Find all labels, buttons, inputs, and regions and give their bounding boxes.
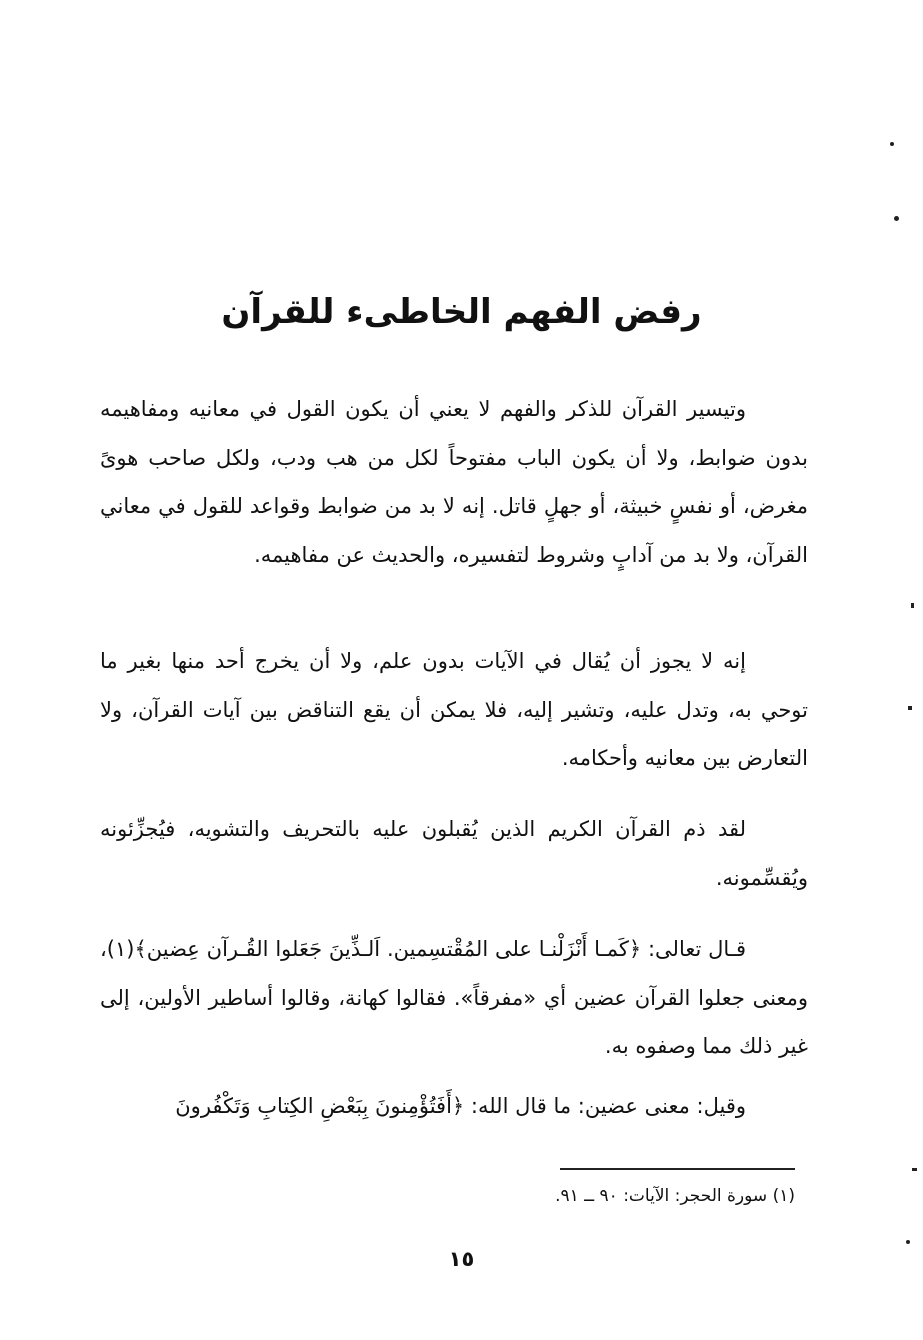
scan-speck <box>906 1240 910 1244</box>
paragraph-3: لقد ذم القرآن الكريم الذين يُقبلون عليه بالتحريف والتشويه، فيُجزِّئونه ويُقسِّمونه. <box>100 817 808 890</box>
scan-speck <box>912 1168 917 1171</box>
paragraph-5: وقيل: معنى عضين: ما قال الله: ﴿أَفَتُؤْمِنونَ بِبَعْضِ الكِتابِ وَتَكْفُرونَ <box>175 1094 746 1118</box>
page-number: ١٥ <box>448 1247 475 1271</box>
paragraph-4: قـال تعالى: ﴿كَمـا أَنْزَلْنـا على المُقْتسِمين. اَلـذِّينَ جَعَلوا القُـرآن عِضين﴾(١)، ومعنى جعلوا القرآن عضين أي «مفرقاً». فقالوا كهانة، وقالوا أساطير الأولين، إلى غير ذلك مما وصفوه به. <box>100 937 808 1058</box>
paragraph-2: إنه لا يجوز أن يُقال في الآيات بدون علم، ولا أن يخرج أحد منها بغير ما توحي به، وتدل عليه، وتشير إليه، فلا يمكن أن يقع التناقض بين آيات القرآن، ولا التعارض بين معانيه وأحكامه. <box>100 649 808 770</box>
paragraph-1: وتيسير القرآن للذكر والفهم لا يعني أن يكون القول في معانيه ومفاهيمه بدون ضوابط، ولا أن يكون الباب مفتوحاً لكل من هب ودب، ولكل صاحب هوىً مغرض، أو نفسٍ خبيثة، أو جهلٍ قاتل. إنه لا بد من ضوابط وقواعد للقول في معاني القرآن، ولا بد من آدابٍ وشروط لتفسيره، والحديث عن مفاهيمه. <box>100 397 808 567</box>
scan-speck <box>894 216 899 221</box>
footnote: (١) سورة الحجر: الآيات: ٩٠ ــ ٩١. <box>555 1186 795 1206</box>
scan-speck <box>908 706 912 710</box>
page-title: رفض الفهم الخاطىء للقرآن <box>221 292 702 332</box>
scan-speck <box>890 142 894 146</box>
footnote-divider <box>560 1168 795 1170</box>
scan-speck <box>911 603 914 608</box>
